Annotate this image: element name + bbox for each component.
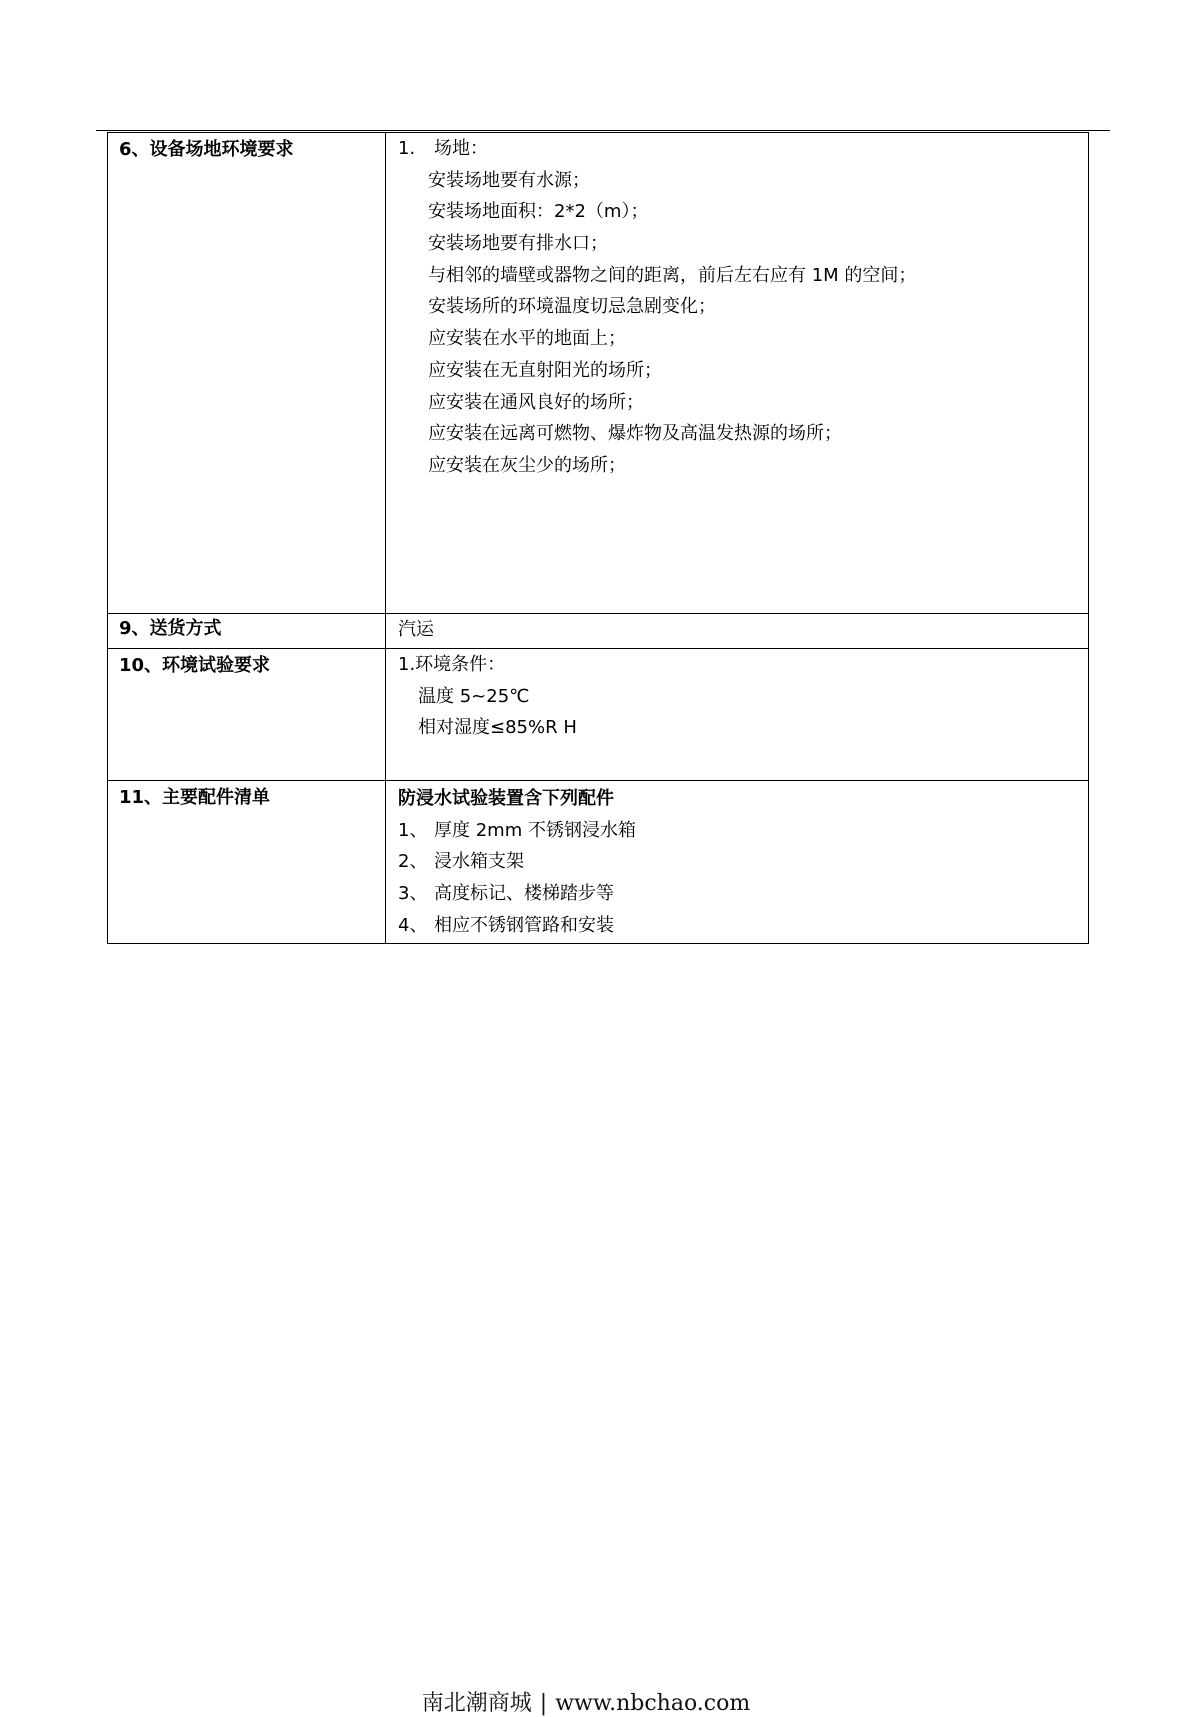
list-item: 相对湿度≤85%R H [418,717,577,739]
site-requirements-cell [386,133,1089,614]
spec-table [107,132,1089,944]
table-row-delivery [108,614,1089,649]
list-item: 与相邻的墙壁或器物之间的距离，前后左右应有 1M 的空间； [428,264,917,286]
env-test-cell [386,649,1089,781]
row-label: 6、设备场地环境要求 [108,133,386,614]
list-item [398,815,1088,847]
list-item: 应安装在远离可燃物、爆炸物及高温发热源的场所； [428,423,842,445]
delivery-value: 汽运 [398,619,434,640]
list-item: 应安装在通风良好的场所； [428,391,644,413]
footer-separator: | [539,1691,548,1716]
table-row-site-requirements [108,133,1089,614]
list-item [398,910,1088,942]
table-row-accessories [108,781,1089,944]
list-item: 安装场地要有排水口； [428,233,608,255]
env-test-heading: 1.环境条件： [398,654,506,675]
list-item: 应安装在水平的地面上； [428,328,626,350]
row-label: 9、送货方式 [108,614,386,649]
delivery-cell [386,614,1089,649]
list-item: 温度 5~25℃ [418,685,530,707]
list-item-text: 相应不锈钢管路和安装 [434,914,614,936]
list-item: 安装场地要有水源； [428,169,590,191]
list-item-text: 厚度 2mm 不锈钢浸水箱 [434,819,636,841]
list-number: 3、 [398,883,428,905]
list-item: 应安装在无直射阳光的场所； [428,359,662,381]
site-heading-text: 场地： [434,138,488,159]
row-label: 10、环境试验要求 [108,649,386,781]
list-number: 4、 [398,914,428,936]
list-item: 安装场地面积：2*2（m）； [428,201,649,223]
list-item [398,846,1088,878]
accessories-heading: 防浸水试验装置含下列配件 [398,788,614,809]
footer-url[interactable]: www.nbchao.com [555,1691,751,1716]
list-item [398,878,1088,910]
header-rule [96,130,1110,131]
list-item-text: 浸水箱支架 [434,851,524,873]
list-item: 安装场所的环境温度切忌急剧变化； [428,296,716,318]
site-heading [398,133,1088,165]
list-number: 1、 [398,819,428,841]
list-item: 应安装在灰尘少的场所； [428,454,626,476]
list-number: 1. [398,138,416,159]
accessories-cell [386,781,1089,944]
list-item-text: 高度标记、楼梯踏步等 [434,883,614,905]
footer-site-name: 南北潮商城 [421,1691,532,1716]
table-row-env-test [108,649,1089,781]
row-label: 11、主要配件清单 [108,781,386,944]
page-footer [0,1686,1172,1717]
list-number: 2、 [398,851,428,873]
